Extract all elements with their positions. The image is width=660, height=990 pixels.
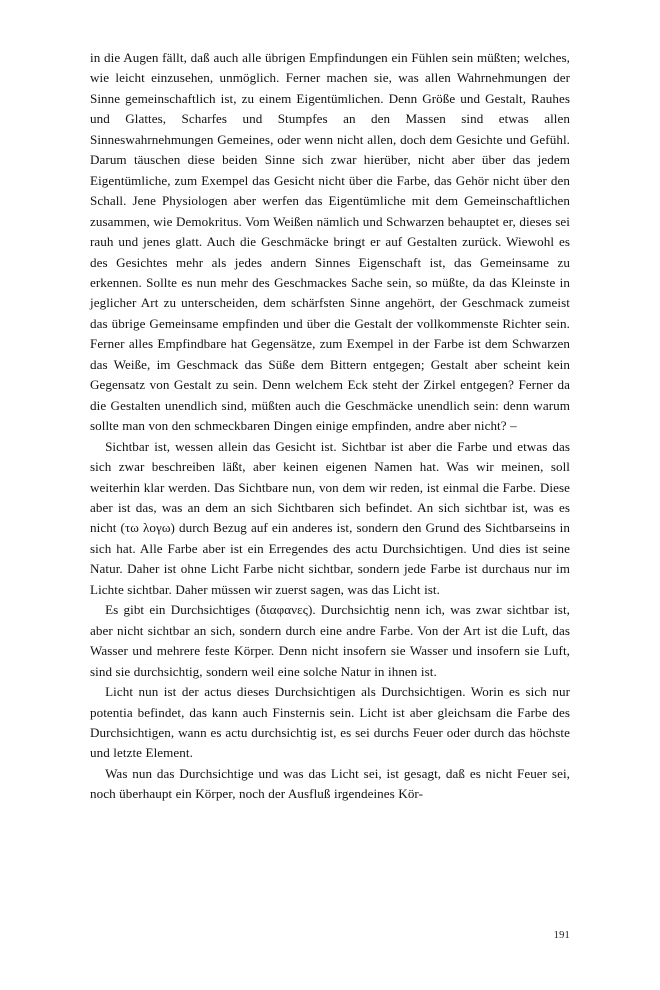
paragraph-5: Was nun das Durchsichtige und was das Licht sei, ist gesagt, daß es nicht Feuer sei, noch überhaupt ein Körper, noch der Ausfluß irgendeines Kör- [90,765,570,802]
page-number: 191 [553,930,570,941]
paragraph-4: Licht nun ist der actus dieses Durchsichtigen als Durchsichtigen. Worin es sich nur potentia befindet, das kann auch Finsternis sein. Licht ist aber gleichsam die Farbe des Durchsichtigen, wann es actu durchsichtig ist, es sei durchs Feuer oder durch das höchste und letzte Element. [90,684,570,761]
paragraph-1: in die Augen fällt, daß auch alle übrigen Empfindungen ein Fühlen sein müßten; welches, wie leicht einzusehen, unmöglich. Ferner machen sie, was allen Wahrnehmungen der Sinne gemeinschaftlich ist, zu einem Eigentümlichen. Denn Größe und Gestalt, Rauhes und Glattes, Scharfes und Stumpfes an den Massen sind etwas allen Sinneswahrnehmungen Gemeines, oder wenn nicht allen, doch dem Gesichte und Gefühl. Darum täuschen diese beiden Sinne sich zwar hierüber, nicht aber über das jedem Eigentümliche, zum Exempel das Gesicht nicht über die Farbe, das Gehör nicht über den Schall. Jene Physiologen aber werfen das Eigentümliche mit dem Gemeinschaftlichen zusammen, wie Demokritus. Vom Weißen nämlich und Schwarzen behauptet er, dieses sei rauh und jenes glatt. Auch die Geschmäcke bringt er auf Gestalten zurück. Wiewohl es des Gesichtes mehr als jedes andern Sinnes Eigenschaft ist, das Gemeinsame zu erkennen. Sollte es nun mehr des Geschmackes Sache sein, so müßte, da das Kleinste in jeglicher Art zu unterscheiden, dem schärfsten Sinne angehört, der Geschmack zumeist das übrige Gemeinsame empfinden und über die Gestalt der vollkommenste Richter sein. Ferner alles Empfindbare hat Gegensätze, zum Exempel in der Farbe ist dem Schwarzen das Weiße, im Geschmack das Süße dem Bittern entgegen; Gestalt aber scheint kein Gegensatz von Gestalt zu sein. Denn welchem Eck steht der Zirkel entgegen? Ferner da die Gestalten unendlich sind, müßten auch die Geschmäcke unendlich sein: denn warum sollte man von den schmeckbaren Dingen einige empfinden, andre aber nicht? – [90,50,570,434]
paragraph-3: Es gibt ein Durchsichtiges (διαφανες). Durchsichtig nenn ich, was zwar sichtbar ist, aber nicht sichtbar an sich, sondern durch eine andre Farbe. Von der Art ist die Luft, das Wasser und mehrere feste Körper. Denn nicht insofern sie Wasser und insofern sie Luft, sind sie durchsichtig, sondern weil eine solche Natur in ihnen ist. [90,602,570,679]
paragraph-2: Sichtbar ist, wessen allein das Gesicht ist. Sichtbar ist aber die Farbe und etwas das sich zwar beschreiben läßt, aber keinen eigenen Namen hat. Was wir meinen, soll weiterhin klar werden. Das Sichtbare nun, von dem wir reden, ist einmal die Farbe. Diese aber ist das, was an dem an sich Sichtbaren sich befindet. An sich sichtbar ist, was es nicht (τω λογω) durch Bezug auf ein anderes ist, sondern den Grund des Sichtbarseins in sich hat. Alle Farbe aber ist ein Erregendes des actu Durchsichtigen. Und dies ist seine Natur. Daher ist ohne Licht Farbe nicht sichtbar, sondern jede Farbe ist durchaus nur im Lichte sichtbar. Daher müssen wir zuerst sagen, was das Licht ist. [90,438,570,597]
body-text-block [90,48,570,805]
